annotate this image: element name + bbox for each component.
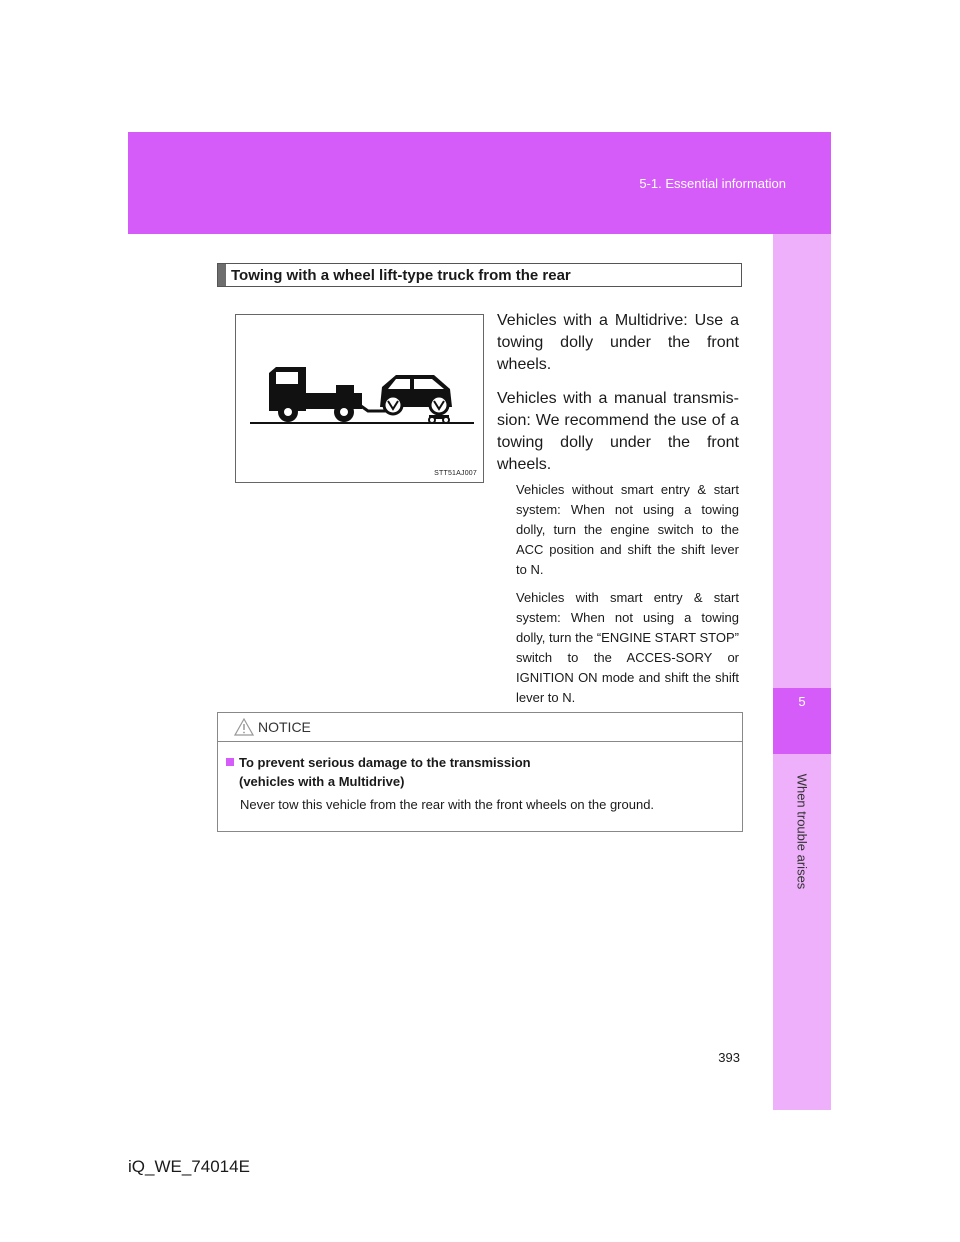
header-band	[128, 132, 831, 234]
notice-header	[218, 713, 742, 742]
towing-figure	[235, 314, 484, 483]
notice-title-line2: (vehicles with a Multidrive)	[239, 774, 405, 789]
section-heading-bar	[217, 263, 742, 287]
chapter-side-tab	[773, 234, 831, 1110]
chapter-label: When trouble arises	[794, 773, 810, 890]
sub-text-column	[516, 480, 739, 716]
notice-item-title	[226, 753, 531, 791]
document-code: iQ_WE_74014E	[128, 1157, 250, 1176]
notice-item-body: Never tow this vehicle from the rear with the front wheels on the ground.	[240, 797, 655, 812]
warning-triangle-icon	[234, 718, 254, 736]
square-bullet-icon	[226, 758, 234, 766]
tow-truck-with-car-illustration	[236, 315, 485, 484]
paragraph-multidrive: Vehicles with a Multidrive: Use a towing dolly under the front wheels.	[497, 312, 739, 373]
breadcrumb: 5-1. Essential information	[639, 176, 786, 191]
page-number: 393	[718, 1050, 740, 1065]
sub-paragraph-without-smart-entry: Vehicles without smart entry & start system: When not using a towing dolly, turn the engine switch to the ACC position and shift the shift lever to N.	[516, 482, 739, 577]
sub-paragraph-with-smart-entry: Vehicles with smart entry & start system: When not using a towing dolly, turn the “ENGINE START STOP” switch to the ACCES-SORY or IGNITION ON mode and shift the shift lever to N.	[516, 590, 739, 705]
section-title: Towing with a wheel lift-type truck from the rear	[231, 267, 571, 284]
paragraph-manual-transmission: Vehicles with a manual transmis-sion: We recommend the use of a towing dolly under the front wheels.	[497, 390, 739, 473]
notice-box	[217, 712, 743, 832]
notice-title-line1: To prevent serious damage to the transmission	[239, 755, 531, 770]
figure-code: STT51AJ007	[434, 470, 477, 477]
notice-label: NOTICE	[258, 719, 311, 735]
main-text-column	[497, 310, 739, 488]
chapter-number: 5	[773, 688, 831, 754]
